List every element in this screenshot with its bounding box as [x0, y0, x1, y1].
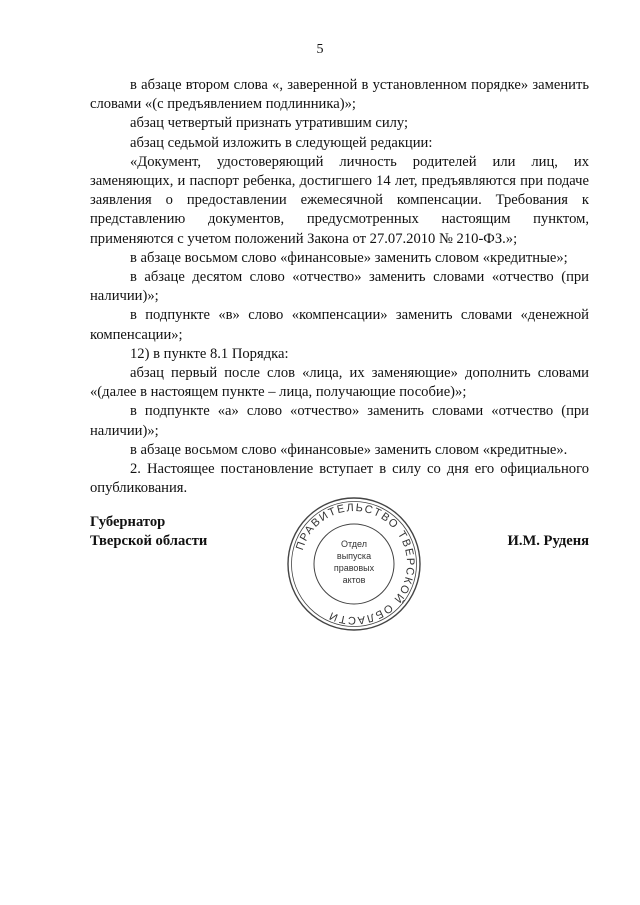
signatory-position-line: Тверской области [90, 533, 208, 549]
signatory-position-line: Губернатор [90, 514, 166, 530]
paragraph: в подпункте «в» слово «компенсации» заменить словами «денежной компенсации»; [90, 307, 589, 343]
paragraph: в абзаце десятом слово «отчество» заменить словами «отчество (при наличии)»; [90, 269, 589, 305]
paragraph: в абзаце восьмом слово «финансовые» заменить словом «кредитные»; [130, 249, 568, 266]
signatory-name: И.М. Руденя [507, 533, 589, 549]
stamp-center-line: актов [342, 575, 366, 585]
document-body [90, 76, 589, 498]
paragraph: «Документ, удостоверяющий личность родителей или лиц, их заменяющих, и паспорт ребенка, достигшего 14 лет, предъявляются при подаче заявления о предоставлении ежемесячной компенсации. Требования к представлению документов, предусмотренных настоящим пунктом, применяются с учетом положений Закона от 27.07.2010 № 210-ФЗ.»; [90, 153, 589, 247]
stamp-center-line: Отдел [340, 539, 368, 549]
signatory-position [90, 513, 207, 551]
paragraph: в подпункте «а» слово «отчество» заменить словами «отчество (при наличии)»; [90, 403, 589, 439]
stamp-ring-text: ПРАВИТЕЛЬСТВО ТВЕРСКОЙ ОБЛАСТИ [293, 501, 417, 627]
official-stamp [286, 496, 422, 632]
paragraph: в абзаце втором слова «, заверенной в установленном порядке» заменить словами «(с предъявлением подлинника)»; [90, 77, 589, 113]
page-number: 5 [316, 42, 324, 57]
stamp-center-line: правовых [333, 563, 375, 573]
stamp-center-line: выпуска [336, 551, 372, 561]
paragraph: 2. Настоящее постановление вступает в силу со дня его официального опубликования. [90, 461, 589, 497]
paragraph: абзац первый после слов «лица, их заменяющие» дополнить словами «(далее в настоящем пункте – лица, получающие пособие)»; [90, 365, 589, 401]
paragraph: в абзаце восьмом слово «финансовые» заменить словом «кредитные». [130, 441, 568, 458]
paragraph: абзац седьмой изложить в следующей редакции: [130, 134, 433, 151]
paragraph: абзац четвертый признать утратившим силу; [130, 115, 409, 132]
paragraph: 12) в пункте 8.1 Порядка: [130, 345, 289, 362]
